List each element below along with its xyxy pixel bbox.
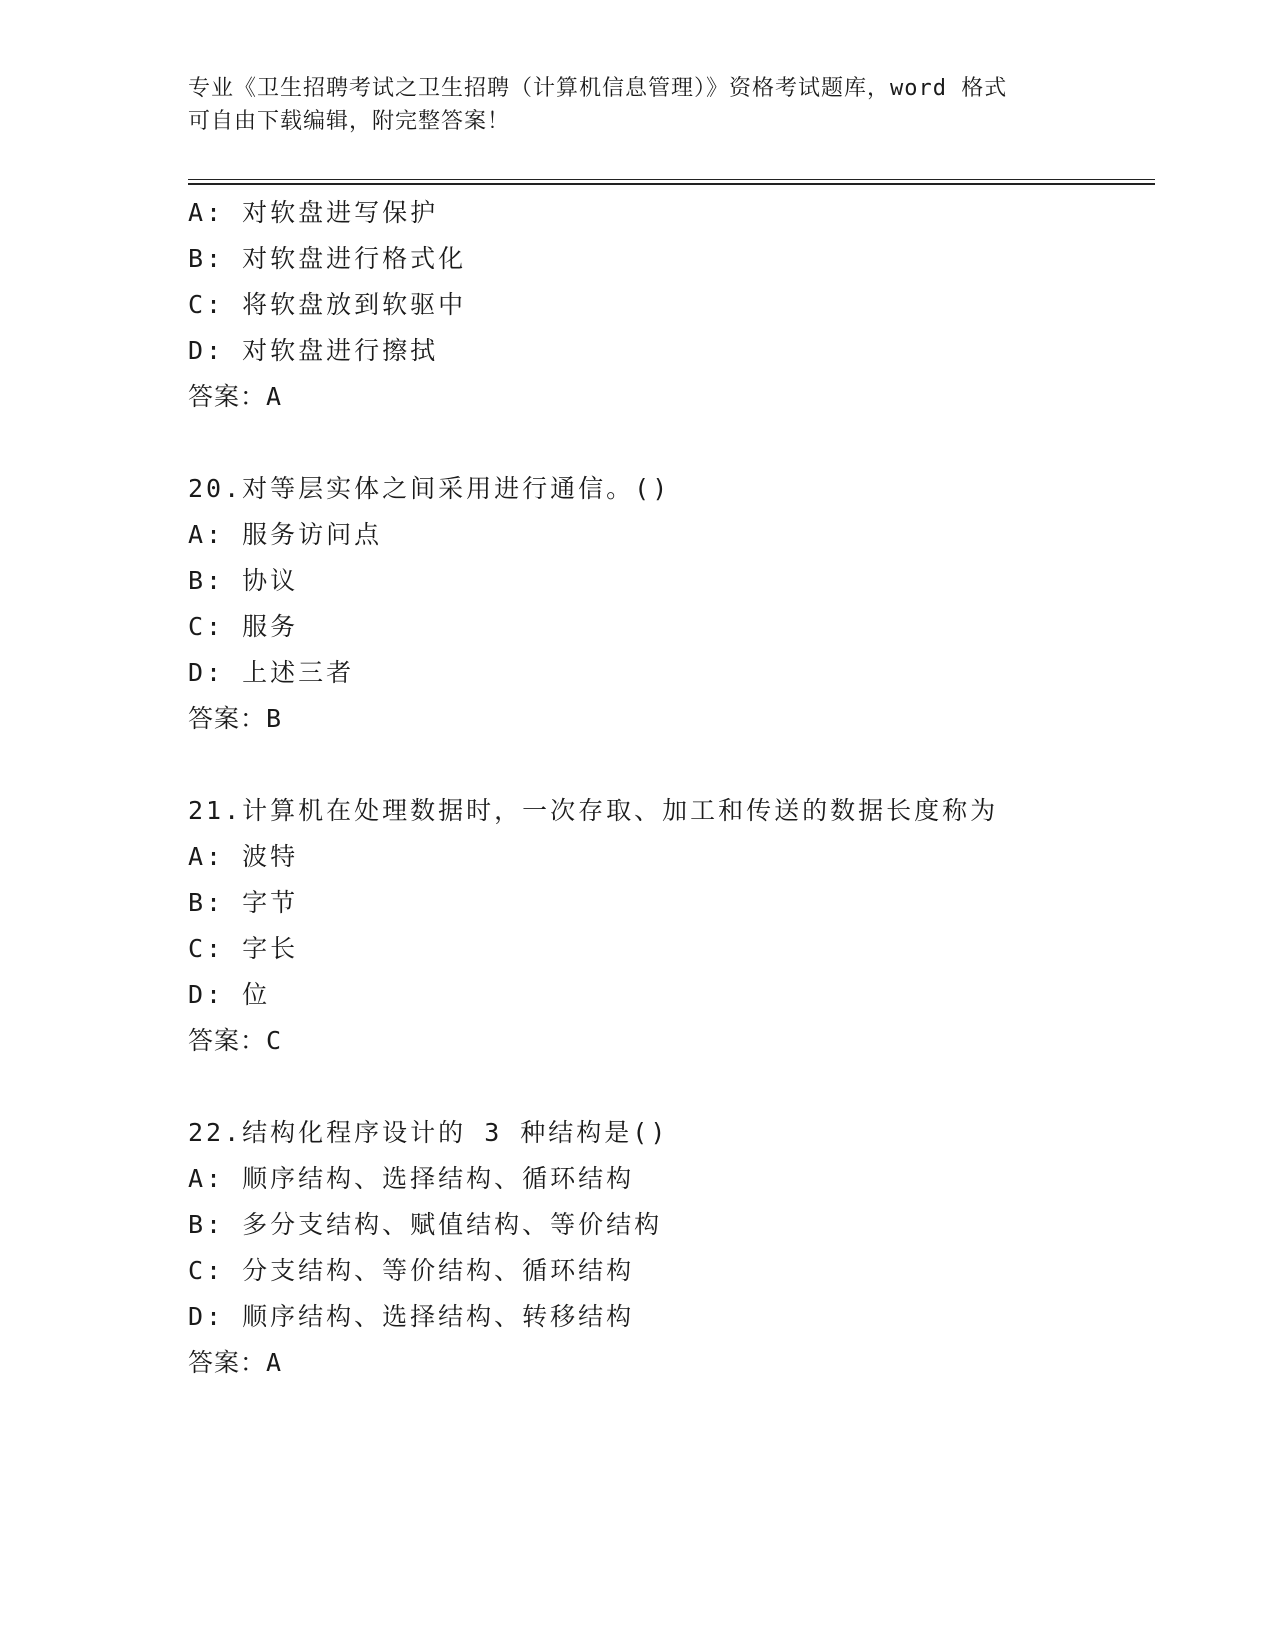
option-d: D: 位: [188, 980, 271, 1009]
answer-label: 答案：: [188, 1348, 267, 1377]
header-divider-thick: [188, 183, 1155, 185]
question-text: 21.计算机在处理数据时，一次存取、加工和传送的数据长度称为: [188, 796, 999, 825]
spacer: [188, 420, 1155, 466]
option-d: D: 对软盘进行擦拭: [188, 336, 439, 365]
answer-value: A: [266, 382, 283, 411]
answer-line: [188, 374, 1155, 420]
option-b: B: 对软盘进行格式化: [188, 244, 467, 273]
spacer: [188, 742, 1155, 788]
answer-value: C: [266, 1026, 283, 1055]
answer-value: A: [266, 1348, 283, 1377]
option-a: A: 波特: [188, 842, 299, 871]
option-c: C: 服务: [188, 612, 299, 641]
question-text: 22.结构化程序设计的 3 种结构是(): [188, 1118, 669, 1147]
answer-line: [188, 1340, 1155, 1386]
answer-label: 答案：: [188, 704, 267, 733]
header-line-2: 可自由下载编辑，附完整答案！: [188, 109, 511, 134]
option-d: D: 顺序结构、选择结构、转移结构: [188, 1302, 635, 1331]
question-list: [188, 190, 1155, 1386]
header-divider-thin: [188, 179, 1155, 180]
spacer: [188, 1064, 1155, 1110]
document-header: [188, 72, 1088, 138]
answer-line: [188, 696, 1155, 742]
option-a: A: 服务访问点: [188, 520, 383, 549]
option-c: C: 分支结构、等价结构、循环结构: [188, 1256, 635, 1285]
question-block: [188, 190, 1155, 420]
question-block: [188, 466, 1155, 742]
answer-value: B: [266, 704, 283, 733]
question-text: 20.对等层实体之间采用进行通信。(): [188, 474, 671, 503]
option-d: D: 上述三者: [188, 658, 355, 687]
question-block: [188, 788, 1155, 1064]
option-b: B: 字节: [188, 888, 299, 917]
answer-label: 答案：: [188, 1026, 267, 1055]
option-c: C: 将软盘放到软驱中: [188, 290, 467, 319]
answer-line: [188, 1018, 1155, 1064]
option-c: C: 字长: [188, 934, 299, 963]
option-a: A: 顺序结构、选择结构、循环结构: [188, 1164, 635, 1193]
question-block: [188, 1110, 1155, 1386]
option-b: B: 协议: [188, 566, 299, 595]
answer-label: 答案：: [188, 382, 267, 411]
option-a: A: 对软盘进写保护: [188, 198, 439, 227]
header-line-1: 专业《卫生招聘考试之卫生招聘（计算机信息管理）》资格考试题库，word 格式: [188, 76, 1008, 101]
option-b: B: 多分支结构、赋值结构、等价结构: [188, 1210, 663, 1239]
